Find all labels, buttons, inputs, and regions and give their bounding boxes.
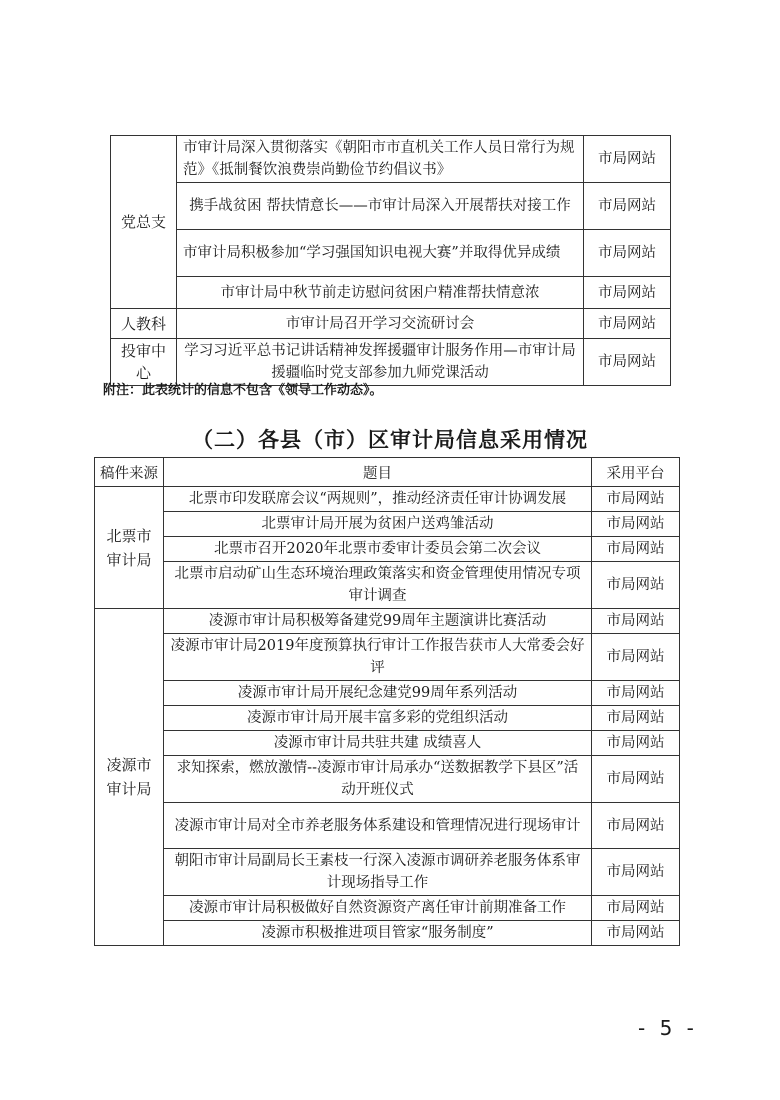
table-row bbox=[95, 681, 680, 706]
table-row bbox=[111, 230, 671, 277]
table-row bbox=[95, 849, 680, 896]
platform-cell: 市局网站 bbox=[592, 512, 680, 537]
platform-cell: 市局网站 bbox=[592, 562, 680, 609]
title-cell: 北票市启动矿山生态环境治理政策落实和资金管理使用情况专项审计调查 bbox=[164, 562, 592, 609]
title-cell: 北票审计局开展为贫困户送鸡雏活动 bbox=[164, 512, 592, 537]
title-cell: 求知探索，燃放激情--凌源市审计局承办“送数据教学下县区”活动开班仪式 bbox=[164, 756, 592, 803]
platform-cell: 市局网站 bbox=[592, 537, 680, 562]
platform-cell: 市局网站 bbox=[592, 921, 680, 946]
table-county-bureaus bbox=[94, 457, 680, 946]
title-cell: 市审计局深入贯彻落实《朝阳市市直机关工作人员日常行为规范》《抵制餐饮浪费崇尚勤俭节约倡议书》 bbox=[177, 136, 584, 183]
title-cell: 市审计局召开学习交流研讨会 bbox=[177, 309, 584, 339]
table-header-row bbox=[95, 458, 680, 487]
platform-cell: 市局网站 bbox=[592, 609, 680, 634]
table-row bbox=[95, 756, 680, 803]
source-cell: 人教科 bbox=[111, 309, 177, 339]
platform-cell: 市局网站 bbox=[584, 230, 671, 277]
table-row bbox=[95, 537, 680, 562]
table-leadership-units bbox=[110, 135, 671, 386]
source-cell: 党总支 bbox=[111, 136, 177, 309]
title-cell: 凌源市审计局开展丰富多彩的党组织活动 bbox=[164, 706, 592, 731]
section-heading: （二）各县（市）区审计局信息采用情况 bbox=[192, 428, 588, 452]
source-cell: 投审中心 bbox=[111, 339, 177, 386]
table-row bbox=[95, 562, 680, 609]
table-row bbox=[111, 183, 671, 230]
title-cell: 凌源市审计局对全市养老服务体系建设和管理情况进行现场审计 bbox=[164, 803, 592, 849]
title-cell: 朝阳市审计局副局长王素枝一行深入凌源市调研养老服务体系审计现场指导工作 bbox=[164, 849, 592, 896]
title-cell: 学习习近平总书记讲话精神发挥援疆审计服务作用—市审计局援疆临时党支部参加九师党课活动 bbox=[177, 339, 584, 386]
table-row bbox=[95, 803, 680, 849]
table-row bbox=[95, 634, 680, 681]
title-cell: 北票市印发联席会议“两规则”，推动经济责任审计协调发展 bbox=[164, 487, 592, 512]
platform-cell: 市局网站 bbox=[592, 896, 680, 921]
table-row bbox=[95, 487, 680, 512]
table-row bbox=[95, 921, 680, 946]
table-row bbox=[111, 136, 671, 183]
title-cell: 市审计局积极参加“学习强国知识电视大赛”并取得优异成绩 bbox=[177, 230, 584, 277]
platform-cell: 市局网站 bbox=[584, 183, 671, 230]
page-number: - 5 - bbox=[638, 1016, 698, 1040]
table-footnote: 附注：此表统计的信息不包含《领导工作动态》。 bbox=[103, 383, 383, 398]
title-cell: 凌源市审计局积极筹备建党99周年主题演讲比赛活动 bbox=[164, 609, 592, 634]
platform-cell: 市局网站 bbox=[592, 681, 680, 706]
platform-cell: 市局网站 bbox=[584, 309, 671, 339]
platform-cell: 市局网站 bbox=[584, 339, 671, 386]
platform-cell: 市局网站 bbox=[584, 136, 671, 183]
platform-cell: 市局网站 bbox=[592, 756, 680, 803]
title-cell: 凌源市审计局2019年度预算执行审计工作报告获市人大常委会好评 bbox=[164, 634, 592, 681]
platform-cell: 市局网站 bbox=[592, 487, 680, 512]
title-cell: 携手战贫困 帮扶情意长——市审计局深入开展帮扶对接工作 bbox=[177, 183, 584, 230]
title-cell: 凌源市审计局开展纪念建党99周年系列活动 bbox=[164, 681, 592, 706]
table-row bbox=[111, 277, 671, 309]
platform-cell: 市局网站 bbox=[592, 849, 680, 896]
platform-cell: 市局网站 bbox=[592, 803, 680, 849]
table-row bbox=[95, 706, 680, 731]
table-row bbox=[95, 896, 680, 921]
header-title: 题目 bbox=[164, 458, 592, 487]
table-row bbox=[95, 731, 680, 756]
source-cell: 凌源市审计局 bbox=[95, 609, 164, 946]
platform-cell: 市局网站 bbox=[592, 634, 680, 681]
title-cell: 北票市召开2020年北票市委审计委员会第二次会议 bbox=[164, 537, 592, 562]
title-cell: 市审计局中秋节前走访慰问贫困户精准帮扶情意浓 bbox=[177, 277, 584, 309]
title-cell: 凌源市积极推进项目管家“服务制度” bbox=[164, 921, 592, 946]
platform-cell: 市局网站 bbox=[584, 277, 671, 309]
header-source: 稿件来源 bbox=[95, 458, 164, 487]
table-row bbox=[111, 309, 671, 339]
platform-cell: 市局网站 bbox=[592, 731, 680, 756]
platform-cell: 市局网站 bbox=[592, 706, 680, 731]
source-cell: 北票市审计局 bbox=[95, 487, 164, 609]
header-platform: 采用平台 bbox=[592, 458, 680, 487]
table-row bbox=[95, 512, 680, 537]
title-cell: 凌源市审计局积极做好自然资源资产离任审计前期准备工作 bbox=[164, 896, 592, 921]
title-cell: 凌源市审计局共驻共建 成绩喜人 bbox=[164, 731, 592, 756]
table-row bbox=[95, 609, 680, 634]
